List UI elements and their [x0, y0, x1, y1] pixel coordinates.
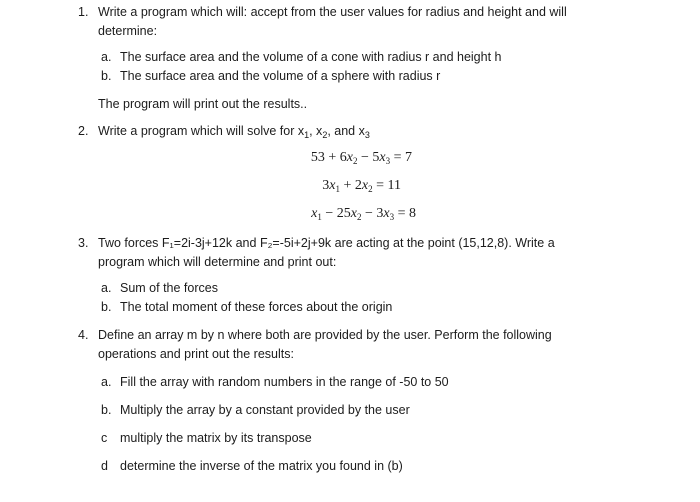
q1-line1: Write a program which will: accept from the user values for radius and height and will [98, 5, 567, 19]
q2-number: 2. [78, 124, 89, 138]
q4-line2: operations and print out the results: [98, 347, 294, 361]
equation-2: $3x_1 + 2x_2 = 11$ [322, 178, 401, 194]
q3-a-text: Sum of the forces [120, 281, 218, 295]
equation-1: $53 + 6x_2 - 5x_3 = 7$ [310, 150, 412, 166]
q1-note: The program will print out the results.. [98, 97, 308, 111]
q4-d-label: d [101, 459, 108, 473]
q4-a-text: Fill the array with random numbers in the range of -50 to 50 [120, 375, 449, 389]
q4-b-label: b. [101, 403, 112, 417]
q3-b-text: The total moment of these forces about the origin [120, 300, 393, 314]
q1-line2: determine: [98, 24, 158, 38]
q3-line2: program which will determine and print out: [98, 255, 337, 269]
q1-b-label: b. [101, 69, 112, 83]
q3-a-label: a. [101, 281, 112, 295]
q4-a-label: a. [101, 375, 112, 389]
q1-a-label: a. [101, 50, 112, 64]
q2-text: Write a program which will solve for $x_1$, $x_2$, and $x_3$ [98, 124, 370, 140]
q1-number: 1. [78, 5, 89, 19]
q4-c-text: multiply the matrix by its transpose [120, 431, 312, 445]
q3-line1: Two forces F₁=2i-3j+12k and F₂=-5i+2j+9k are acting at the point (15,12,8). Write a [98, 236, 555, 250]
q4-b-text: Multiply the array by a constant provided by the user [120, 403, 410, 417]
q3-number: 3. [78, 236, 89, 250]
q4-d-text: determine the inverse of the matrix you found in (b) [120, 459, 403, 473]
q1-a-text: The surface area and the volume of a cone with radius r and height h [120, 50, 502, 64]
q4-c-label: c [101, 431, 108, 445]
q3-b-label: b. [101, 300, 112, 314]
q4-number: 4. [78, 328, 89, 342]
q4-line1: Define an array m by n where both are provided by the user. Perform the following [98, 328, 552, 342]
equation-3: $x_1 - 25x_2 - 3x_3 = 8$ [311, 206, 416, 222]
q1-b-text: The surface area and the volume of a sphere with radius r [120, 69, 441, 83]
